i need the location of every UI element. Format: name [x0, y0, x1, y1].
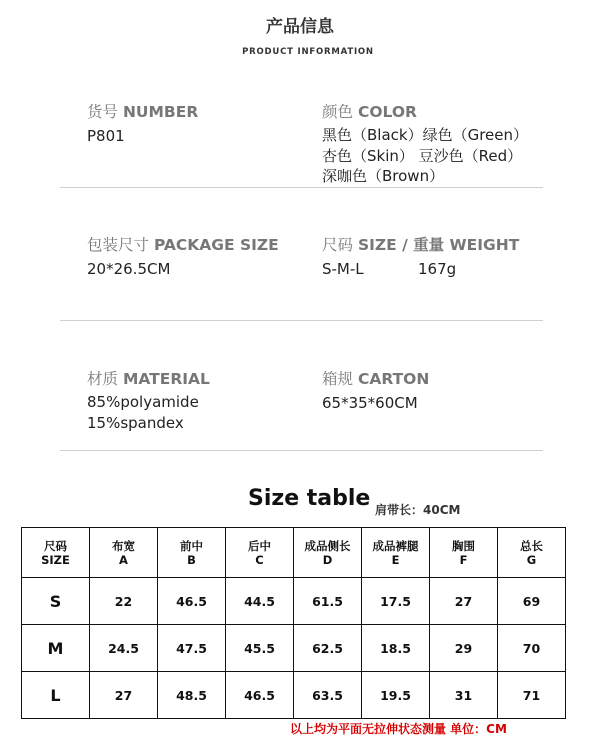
package-label-cn: 包装尺寸 [87, 236, 150, 254]
table-cell: 48.5 [158, 672, 226, 719]
page-title: 产品信息 [266, 17, 334, 37]
number-label-cn: 货号 [87, 103, 119, 121]
table-cell: 22 [90, 578, 158, 625]
material-values [87, 392, 199, 433]
table-row [22, 672, 566, 719]
table-cell: 31 [430, 672, 498, 719]
table-cell: 61.5 [294, 578, 362, 625]
table-cell: 18.5 [362, 625, 430, 672]
divider [60, 187, 543, 188]
size-table-title: Size table [248, 486, 371, 511]
material-label-cn: 材质 [87, 370, 119, 388]
table-cell: 24.5 [90, 625, 158, 672]
color-values [322, 125, 528, 187]
header-cell: 前中 B [158, 528, 226, 578]
table-cell: 46.5 [158, 578, 226, 625]
color-line: 黑色（Black）绿色（Green） [322, 126, 529, 144]
table-row [22, 578, 566, 625]
header-cell: 布宽 A [90, 528, 158, 578]
measurement-footnote: 以上均为平面无拉伸状态测量 单位：CM [290, 722, 507, 736]
strap-length-note: 肩带长：40CM [375, 503, 461, 517]
carton-value: 65*35*60CM [322, 394, 418, 412]
size-cell: L [22, 672, 90, 719]
number-label-en: NUMBER [122, 103, 199, 121]
table-header-row [22, 528, 566, 578]
table-cell: 27 [90, 672, 158, 719]
header-cell: 成品裤腿 E [362, 528, 430, 578]
package-label-en: PACKAGE SIZE [153, 236, 279, 254]
table-cell: 71 [498, 672, 566, 719]
color-label [322, 100, 417, 122]
size-table [21, 527, 566, 719]
size-value: S-M-L [322, 260, 364, 278]
size-weight-label-cn: 尺码 [322, 236, 354, 254]
material-label-en: MATERIAL [122, 370, 210, 388]
size-cell: S [22, 578, 90, 625]
size-weight-label-en: SIZE / 重量 WEIGHT [357, 236, 520, 254]
color-label-cn: 颜色 [322, 103, 354, 121]
table-cell: 44.5 [226, 578, 294, 625]
weight-value: 167g [418, 260, 457, 278]
color-line: 杏色（Skin） 豆沙色（Red） [322, 146, 523, 165]
carton-label-cn: 箱规 [322, 370, 354, 388]
header-cell: 成品侧长 D [294, 528, 362, 578]
color-line: 深咖色（Brown） [322, 167, 445, 185]
color-label-en: COLOR [357, 103, 417, 121]
size-cell: M [22, 625, 90, 672]
divider [60, 450, 543, 451]
carton-label [322, 367, 429, 389]
divider [60, 320, 543, 321]
table-cell: 27 [430, 578, 498, 625]
number-label [87, 100, 198, 122]
header-cell: 总长 G [498, 528, 566, 578]
table-cell: 19.5 [362, 672, 430, 719]
number-value: P801 [87, 127, 125, 145]
table-cell: 69 [498, 578, 566, 625]
page-subtitle: PRODUCT INFORMATION [242, 47, 374, 57]
table-cell: 70 [498, 625, 566, 672]
table-cell: 45.5 [226, 625, 294, 672]
carton-label-en: CARTON [357, 370, 430, 388]
table-cell: 47.5 [158, 625, 226, 672]
table-cell: 17.5 [362, 578, 430, 625]
package-label [87, 233, 279, 255]
package-value: 20*26.5CM [87, 260, 171, 278]
table-cell: 29 [430, 625, 498, 672]
size-weight-label [322, 233, 519, 255]
table-cell: 62.5 [294, 625, 362, 672]
header-cell: 尺码 SIZE [22, 528, 90, 578]
table-cell: 46.5 [226, 672, 294, 719]
material-label [87, 367, 210, 389]
table-cell: 63.5 [294, 672, 362, 719]
header-cell: 胸围 F [430, 528, 498, 578]
material-line: 85%polyamide [87, 393, 199, 411]
table-row [22, 625, 566, 672]
material-line: 15%spandex [87, 413, 184, 432]
header-cell: 后中 C [226, 528, 294, 578]
